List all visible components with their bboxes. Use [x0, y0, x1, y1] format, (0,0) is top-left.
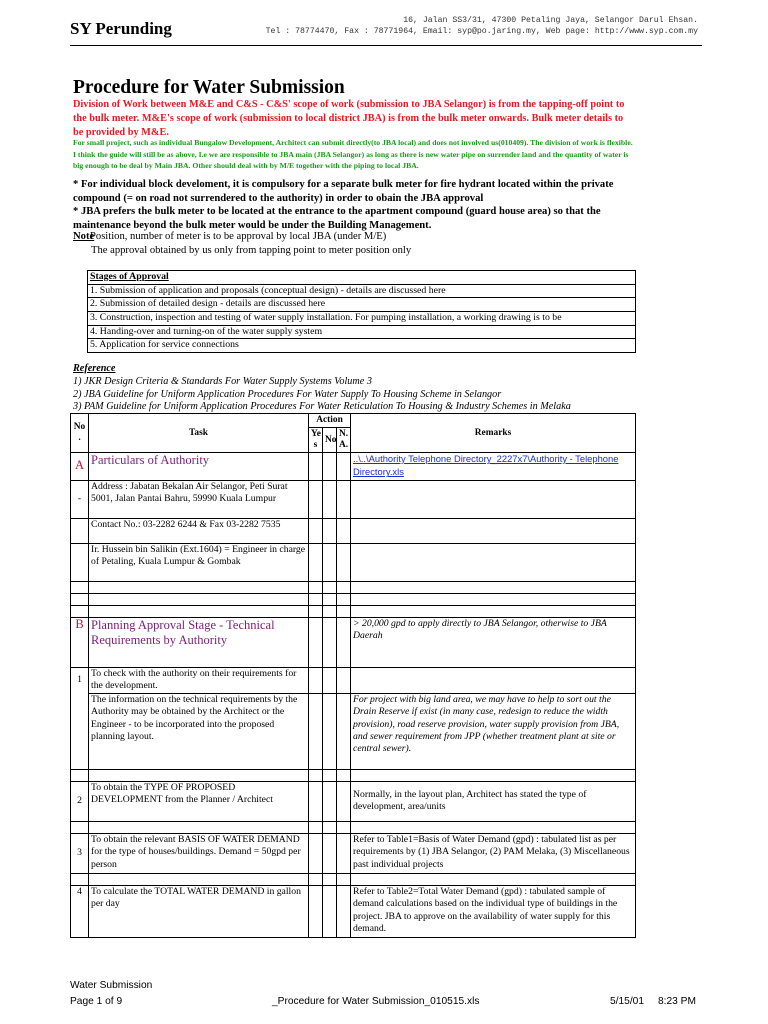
- note-text-1: Position, number of meter is to be approval by local JBA (under M/E): [90, 231, 387, 242]
- section-a-title: Particulars of Authority: [89, 453, 309, 481]
- footer-page-number: Page 1 of 9: [70, 996, 123, 1007]
- section-b-remark: > 20,000 gpd to apply directly to JBA Selangor, otherwise to JBA Daerah: [351, 617, 636, 667]
- item-2-task: To obtain the TYPE OF PROPOSED DEVELOPMENT from the Planner / Architect: [89, 781, 309, 821]
- bold-note-hydrant: * For individual block develoment, it is compulsory for a separate bulk meter for fire hydrant located within the private compound (= on road not surrendered to the authority) in order to obain the JBA approval: [73, 179, 614, 204]
- header-na: N. A.: [337, 428, 351, 453]
- item-2-no: 2: [71, 781, 89, 821]
- footer-date: 5/15/01: [610, 996, 644, 1007]
- item-3-no: 3: [71, 833, 89, 873]
- item-4-remark: Refer to Table2=Total Water Demand (gpd) : tabulated sample of demand calculations based on the individual type of buildings in the project. JBA to approve on the availability of water supply for this demand.: [351, 885, 636, 937]
- section-b-title: Planning Approval Stage - Technical Requirements by Authority: [89, 617, 309, 667]
- note-label: Note: [73, 231, 95, 242]
- section-a-letter: A: [71, 453, 89, 481]
- address-line: 16, Jalan SS3/31, 47300 Petaling Jaya, Selangor Darul Ehsan.: [403, 16, 698, 25]
- stage-item: 3. Construction, inspection and testing of water supply installation. For pumping installation, a working drawing is to be: [88, 312, 635, 326]
- stage-item: 1. Submission of application and proposals (conceptual design) - details are discussed here: [88, 285, 635, 299]
- header-action: Action: [309, 414, 351, 428]
- item-1-task: To check with the authority on their requirements for the development.: [89, 667, 309, 693]
- item-4-no: 4: [71, 885, 89, 937]
- reference-title: Reference: [73, 363, 116, 374]
- stage-item: 2. Submission of detailed design - details are discussed here: [88, 298, 635, 312]
- reference-section: [73, 363, 653, 414]
- bold-notes: [73, 178, 639, 232]
- item-1-no: 1: [71, 667, 89, 769]
- header-no: No .: [71, 414, 89, 453]
- item-4-task: To calculate the TOTAL WATER DEMAND in gallon per day: [89, 885, 309, 937]
- footer-file-name: _Procedure for Water Submission_010515.xls: [272, 996, 480, 1007]
- item-1-remark: For project with big land area, we may have to help to sort out the Drain Reserve if exist (in many case, redesign to reduce the width provision), road reserve provision, water supply provision from JBA, and sewer requirement from JPP (whether treatment plant at site or central sewer).: [351, 693, 636, 769]
- authority-directory-link[interactable]: ..\..\Authority Telephone Directory_2227x7\Authority - Telephone Directory.xls: [351, 453, 636, 481]
- division-of-work-text: Division of Work between M&E and C&S - C&S' scope of work (submission to JBA Selangor) is from the tapping-off point to the bulk meter. M&E's scope of work (submission to local district JBA) is from the bulk meter onwards. Bulk meter details to be provided by M&E.: [73, 99, 625, 138]
- header-remarks: Remarks: [351, 414, 636, 453]
- reference-item: 3) PAM Guideline for Uniform Application Procedures For Water Reticulation To Housing & Industry Schemes in Melaka: [73, 401, 571, 413]
- reference-item: 1) JKR Design Criteria & Standards For Water Supply Systems Volume 3: [73, 375, 372, 387]
- stages-of-approval-box: [87, 270, 636, 353]
- note-line-2: The approval obtained by us only from tapping point to meter position only: [91, 245, 412, 256]
- item-1-task-detail: The information on the technical requirements by the Authority may be obtained by the Architect or the Engineer - to be incorporated into the proposed planning layout.: [89, 693, 309, 769]
- bold-note-bulk-meter: * JBA prefers the bulk meter to be located at the entrance to the apartment compound (guard house area) so that the maintenance beyond the bulk meter would be under the Building Management.: [73, 206, 601, 231]
- note-line-1: [73, 231, 386, 242]
- authority-address: Address : Jabatan Bekalan Air Selangor, Peti Surat 5001, Jalan Pantai Bahru, 59990 Kuala Lumpur: [89, 480, 309, 518]
- footer-time: 8:23 PM: [658, 996, 696, 1007]
- header-task: Task: [89, 414, 309, 453]
- header-yes: Ye s: [309, 428, 323, 453]
- task-table: [70, 413, 636, 938]
- authority-contact: Contact No.: 03-2282 6244 & Fax 03-2282 7535: [89, 518, 309, 543]
- reference-item: 2) JBA Guideline for Uniform Application Procedures For Water Supply To Housing Scheme in Selangor: [73, 388, 502, 400]
- item-2-remark: Normally, in the layout plan, Architect has stated the type of development, area/units: [351, 781, 636, 821]
- header-divider: [70, 45, 702, 46]
- stages-title: Stages of Approval: [88, 271, 635, 285]
- page-title: Procedure for Water Submission: [73, 77, 345, 98]
- stage-item: 4. Handing-over and turning-on of the water supply system: [88, 326, 635, 340]
- item-3-remark: Refer to Table1=Basis of Water Demand (gpd) : tabulated list as per requirements by (1) JBA Selangor, (2) PAM Melaka, (3) Miscellaneous past individual projects: [351, 833, 636, 873]
- stage-item: 5. Application for service connections: [90, 339, 239, 351]
- company-address: [266, 15, 698, 37]
- section-b-letter: B: [71, 617, 89, 667]
- item-3-task: To obtain the relevant BASIS OF WATER DEMAND for the type of houses/buildings. Demand = 50gpd per person: [89, 833, 309, 873]
- small-project-note: For small project, such as individual Bungalow Development, Architect can submit directly(to JBA local) and does not involved us(010409). The division of work is flexible. I think the guide will still be as above, I.e we are responsible to JBA main (JBA Selangor) as long as there is new water pipe on surrender land and the quantity of water is big enough to be deal by Main JBA. Other should deal with by M/E together with the piping to local JBA.: [73, 138, 633, 170]
- header-no-action: No: [323, 428, 337, 453]
- authority-engineer: Ir. Hussein bin Salikin (Ext.1604) = Engineer in charge of Petaling, Kuala Lumpur & Gombak: [89, 543, 309, 581]
- footer-sheet-name: Water Submission: [70, 980, 153, 991]
- section-a-dash: -: [71, 480, 89, 518]
- company-name: SY Perunding: [70, 19, 172, 38]
- contact-line: Tel : 78774470, Fax : 78771964, Email: syp@po.jaring.my, Web page: http://www.syp.com.my: [265, 27, 698, 36]
